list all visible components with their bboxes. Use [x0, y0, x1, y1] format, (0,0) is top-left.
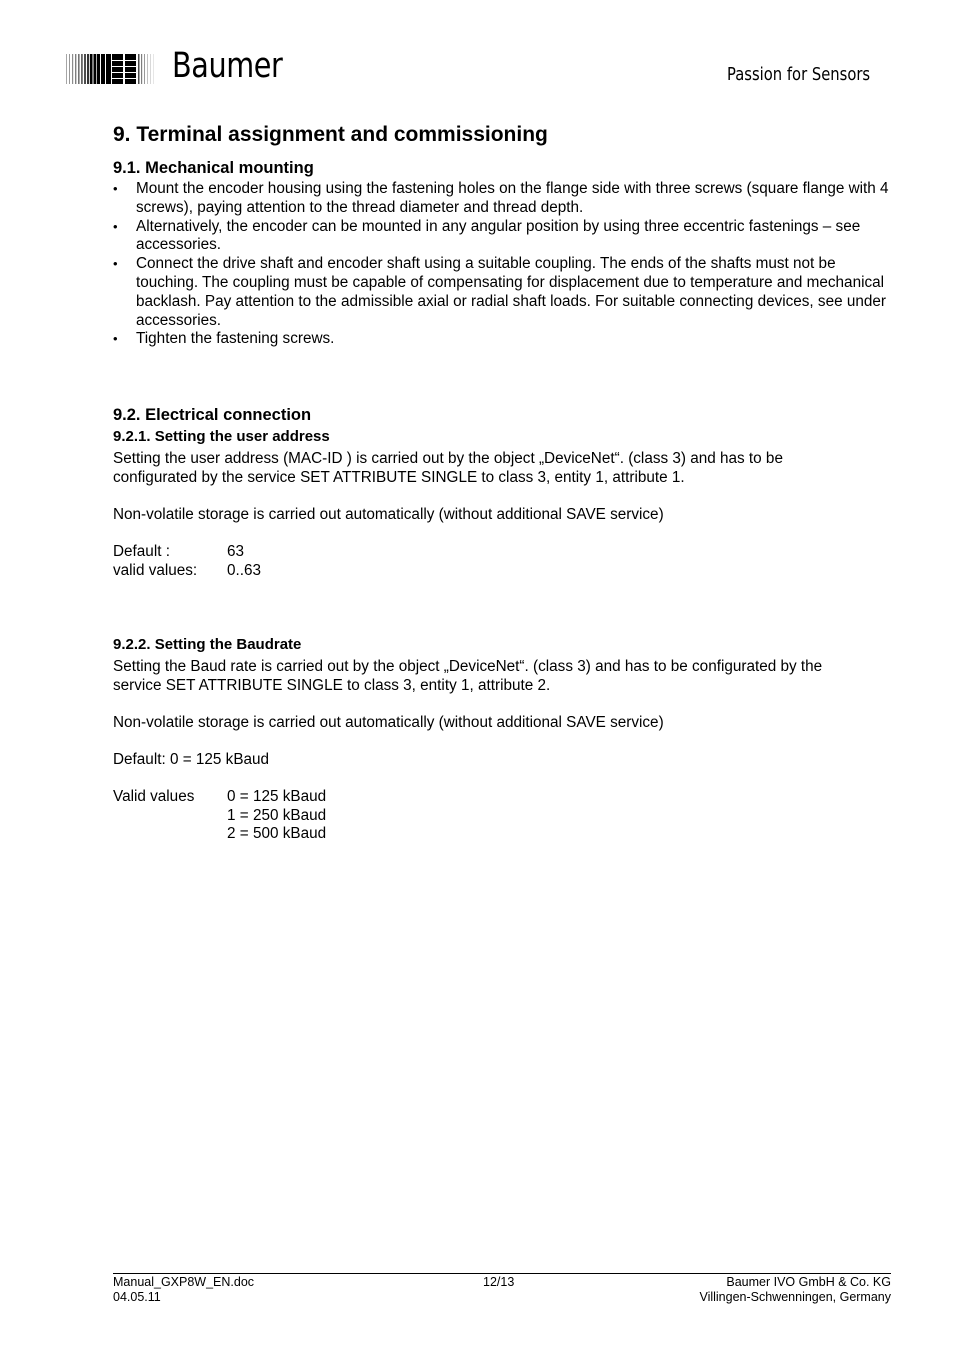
baudrate-storage-note: Non-volatile storage is carried out automatically (without additional SAVE service): [113, 714, 664, 731]
baudrate-default: Default: 0 = 125 kBaud: [113, 751, 270, 768]
footer-date: 04.05.11: [113, 1290, 161, 1304]
electrical-connection-heading: 9.2. Electrical connection: [113, 406, 312, 424]
baudrate-valid-label: Valid values: [113, 788, 195, 805]
user-address-valid-value: 0..63: [227, 562, 262, 579]
user-address-text-line-2: configurated by the service SET ATTRIBUTE SINGLE to class 3, entity 1, attribute 1.: [113, 469, 685, 486]
tagline: Passion for Sensors: [727, 64, 871, 85]
list-item: • Mount the encoder housing using the fastening holes on the flange side with three screws (square flange with 4 screws), paying attention to the thread diameter and thread depth.: [113, 180, 893, 218]
brand-name: Baumer: [172, 46, 283, 86]
footer-company: Baumer IVO GmbH & Co. KG: [726, 1275, 891, 1289]
baudrate-valid-value: 1 = 250 kBaud: [227, 807, 327, 824]
user-address-valid-label: valid values:: [113, 562, 198, 579]
baumer-logo-mark-icon: [66, 54, 158, 84]
user-address-default-label: Default :: [113, 543, 170, 560]
user-address-text-line-1: Setting the user address (MAC-ID ) is carried out by the object „DeviceNet“. (class 3) and has to be: [113, 450, 783, 467]
user-address-heading: 9.2.1. Setting the user address: [113, 428, 330, 445]
section-title: 9. Terminal assignment and commissioning: [113, 123, 548, 146]
list-item: • Tighten the fastening screws.: [113, 330, 893, 349]
footer-location: Villingen-Schwenningen, Germany: [699, 1290, 891, 1304]
user-address-storage-note: Non-volatile storage is carried out automatically (without additional SAVE service): [113, 506, 664, 523]
footer-page-number: 12/13: [483, 1275, 515, 1289]
user-address-default-value: 63: [227, 543, 245, 560]
list-item: • Connect the drive shaft and encoder shaft using a suitable coupling. The ends of the shafts must not be touching. The coupling must be capable of compensating for displacement due to temperature and mechanical backlash. Pay attention to the admissible axial or radial shaft loads. For suitable connecting devices, see under accessories.: [113, 255, 893, 330]
footer-divider: [113, 1273, 891, 1274]
baudrate-text-line-1: Setting the Baud rate is carried out by the object „DeviceNet“. (class 3) and has to be configurated by the: [113, 658, 823, 675]
list-item: • Alternatively, the encoder can be mounted in any angular position by using three eccentric fastenings – see accessories.: [113, 218, 893, 256]
baudrate-valid-value: 2 = 500 kBaud: [227, 825, 327, 842]
mounting-steps-list: [113, 180, 893, 349]
baudrate-valid-value: 0 = 125 kBaud: [227, 788, 327, 805]
baudrate-heading: 9.2.2. Setting the Baudrate: [113, 636, 302, 653]
baudrate-text-line-2: service SET ATTRIBUTE SINGLE to class 3, entity 1, attribute 2.: [113, 677, 551, 694]
footer-filename: Manual_GXP8W_EN.doc: [113, 1275, 255, 1289]
mechanical-mounting-heading: 9.1. Mechanical mounting: [113, 159, 314, 177]
